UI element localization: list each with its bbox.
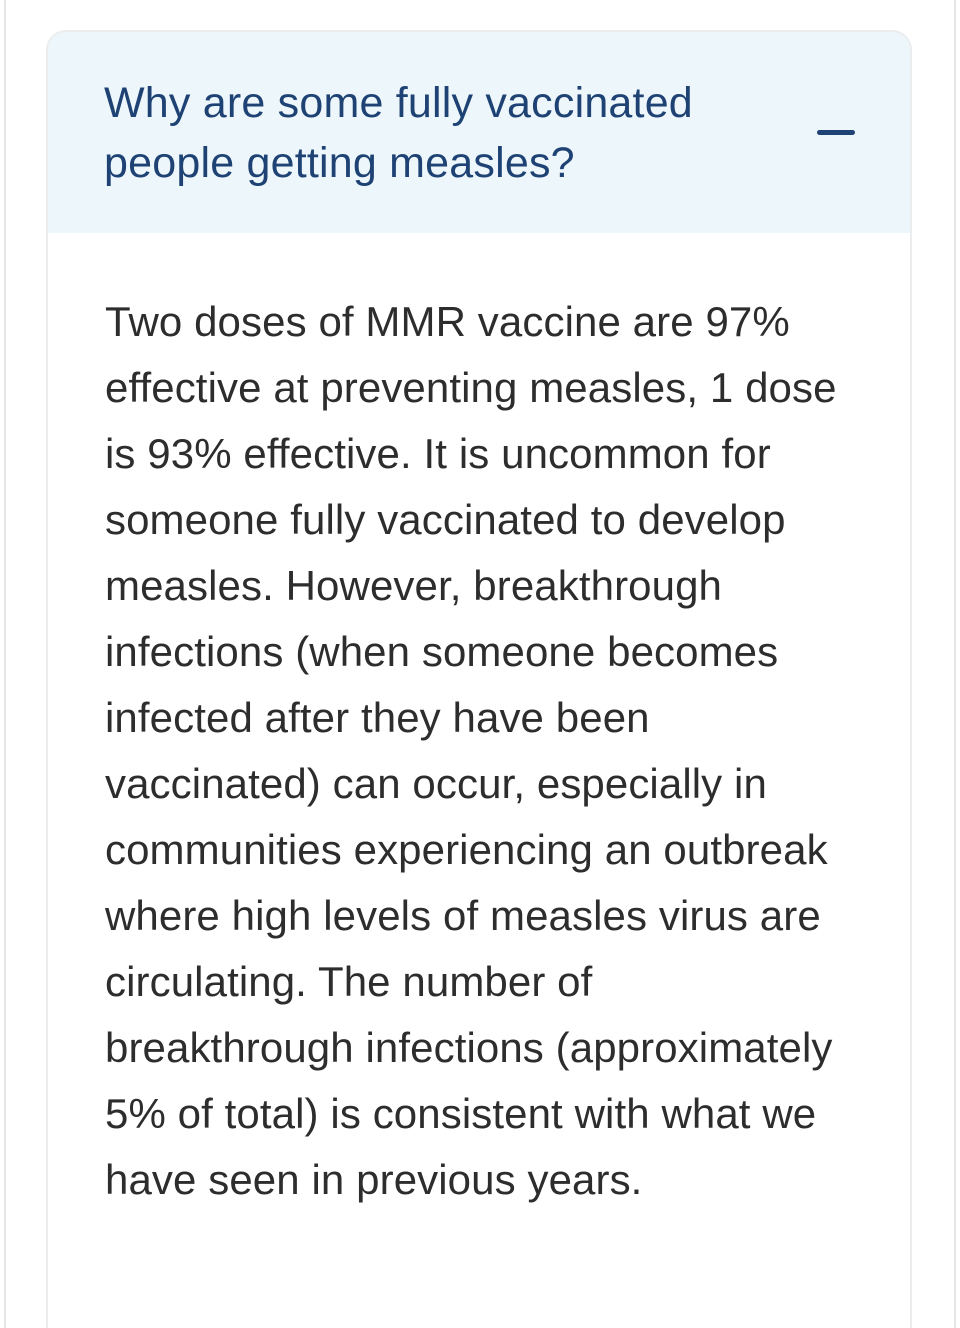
collapse-button[interactable] xyxy=(817,116,855,149)
faq-question-text: Why are some fully vaccinated people getting measles? xyxy=(104,78,693,187)
faq-answer-text: Two doses of MMR vaccine are 97% effective at preventing measles, 1 dose is 93% effective. It is uncommon for someone fully vaccinated to develop measles. However, breakthrough infections (when someone becomes infected after they have been vaccinated) can occur, especially in communities experiencing an outbreak where high levels of measles virus are circulating. The number of breakthrough infections (approximately 5% of total) is consistent with what we have seen in previous years. xyxy=(105,298,837,1203)
faq-accordion-item xyxy=(46,30,912,1328)
faq-question-header[interactable] xyxy=(48,32,910,233)
page-left-border xyxy=(4,0,6,1328)
minus-icon xyxy=(817,130,855,135)
page-right-border xyxy=(954,0,956,1328)
faq-answer-panel xyxy=(48,233,910,1213)
